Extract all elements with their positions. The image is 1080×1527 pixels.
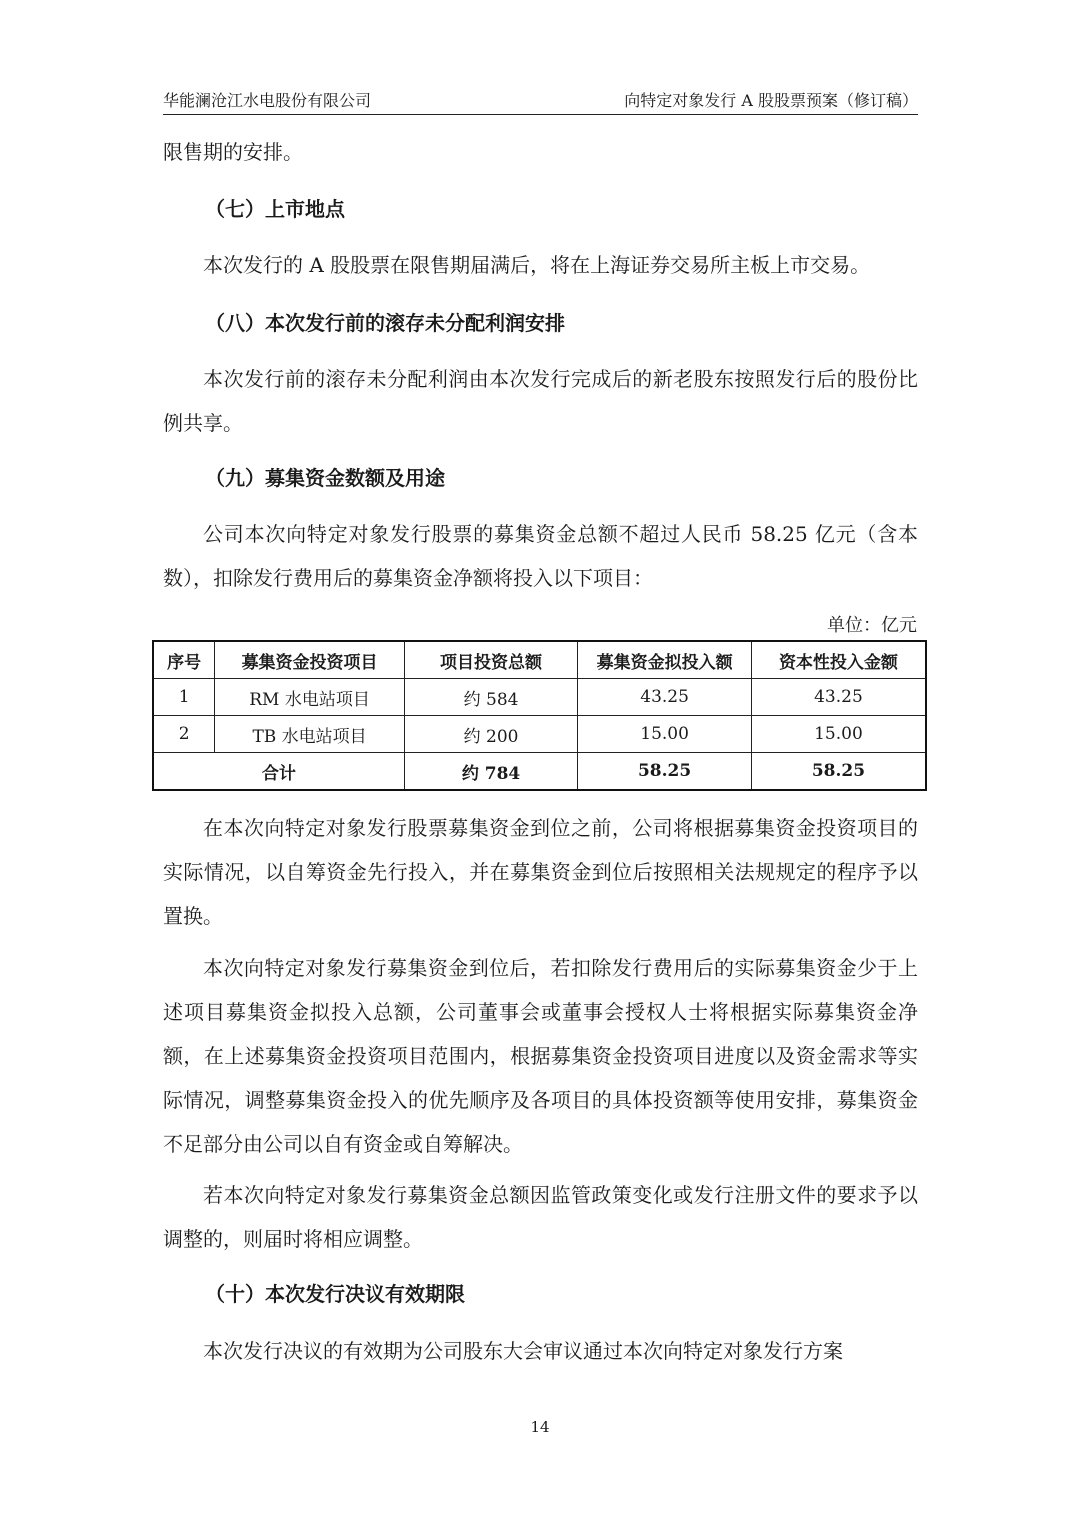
column-header-total-investment: 项目投资总额 xyxy=(404,641,578,679)
document-title: 向特定对象发行 A 股股票预案（修订稿） xyxy=(624,91,918,110)
cell-capital-investment: 43.25 xyxy=(751,679,926,716)
company-name: 华能澜沧江水电股份有限公司 xyxy=(163,91,372,110)
cell-capital-investment: 15.00 xyxy=(751,716,926,753)
cell-total-label: 合计 xyxy=(153,753,404,791)
cell-planned-funds: 43.25 xyxy=(578,679,752,716)
column-header-project: 募集资金投资项目 xyxy=(215,641,404,679)
section-heading-retained-profit: （八）本次发行前的滚存未分配利润安排 xyxy=(205,311,565,335)
section-heading-validity-period: （十）本次发行决议有效期限 xyxy=(205,1282,465,1306)
paragraph-validity-period: 本次发行决议的有效期为公司股东大会审议通过本次向特定对象发行方案 xyxy=(203,1339,843,1363)
paragraph-retained-profit: 本次发行前的滚存未分配利润由本次发行完成后的新老股东按照发行后的股份比例共享。 xyxy=(163,367,918,435)
cell-total-investment: 约 584 xyxy=(404,679,578,716)
page-header xyxy=(163,88,918,115)
paragraph-adjustment: 若本次向特定对象发行募集资金总额因监管政策变化或发行注册文件的要求予以调整的，则届时将相应调整。 xyxy=(163,1183,918,1251)
page-number: 14 xyxy=(530,1418,550,1436)
column-header-planned-funds: 募集资金拟投入额 xyxy=(578,641,752,679)
cell-planned-funds-sum: 58.25 xyxy=(578,753,752,791)
cell-no: 1 xyxy=(153,679,215,716)
column-header-no: 序号 xyxy=(153,641,215,679)
paragraph-listing-venue: 本次发行的 A 股股票在限售期届满后，将在上海证券交易所主板上市交易。 xyxy=(203,253,871,277)
section-heading-fund-use: （九）募集资金数额及用途 xyxy=(205,466,445,490)
table-header-row xyxy=(153,641,926,679)
table-unit-label: 单位：亿元 xyxy=(827,615,917,636)
cell-total-investment-sum: 约 784 xyxy=(404,753,578,791)
table-row xyxy=(153,716,926,753)
section-heading-listing-venue: （七）上市地点 xyxy=(205,197,345,221)
cell-project: RM 水电站项目 xyxy=(215,679,404,716)
cell-no: 2 xyxy=(153,716,215,753)
table-row xyxy=(153,679,926,716)
cell-planned-funds: 15.00 xyxy=(578,716,752,753)
table-total-row xyxy=(153,753,926,791)
fund-allocation-table xyxy=(152,640,927,791)
paragraph-fund-use: 公司本次向特定对象发行股票的募集资金总额不超过人民币 58.25 亿元（含本数），扣除发行费用后的募集资金净额将投入以下项目： xyxy=(163,522,918,590)
paragraph-shortfall-arrangement: 本次向特定对象发行募集资金到位后，若扣除发行费用后的实际募集资金少于上述项目募集资金拟投入总额，公司董事会或董事会授权人士将根据实际募集资金净额，在上述募集资金投资项目范围内，根据募集资金投资项目进度以及资金需求等实际情况，调整募集资金投入的优先顺序及各项目的具体投资额等使用安排，募集资金不足部分由公司以自有资金或自筹解决。 xyxy=(163,956,918,1156)
cell-project: TB 水电站项目 xyxy=(215,716,404,753)
column-header-capital-investment: 资本性投入金额 xyxy=(751,641,926,679)
paragraph-self-funding: 在本次向特定对象发行股票募集资金到位之前，公司将根据募集资金投资项目的实际情况，以自筹资金先行投入，并在募集资金到位后按照相关法规规定的程序予以置换。 xyxy=(163,816,918,928)
cell-capital-investment-sum: 58.25 xyxy=(751,753,926,791)
paragraph-continuation: 限售期的安排。 xyxy=(163,140,303,164)
cell-total-investment: 约 200 xyxy=(404,716,578,753)
